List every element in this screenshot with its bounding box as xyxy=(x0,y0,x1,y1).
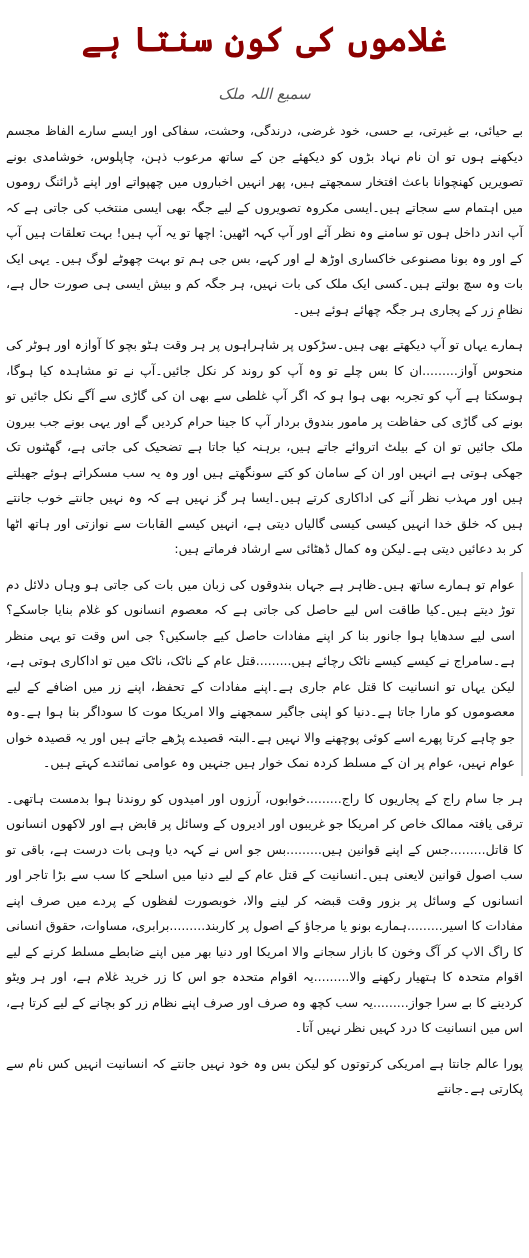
article-paragraph: پورا عالم جانتا ہے امریکی کرتوتوں کو لیکن بس وہ خود نہیں جانتے کہ انسانیت انہیں کس نام سے پکارتی ہے۔جانتے xyxy=(6,1055,523,1096)
article-title: غلاموں کی کون سنتا ہے xyxy=(81,20,448,60)
article-paragraph: بے حیائی، بے غیرتی، بے حسی، خود غرضی، درندگی، وحشت، سفاکی اور ایسے سارے الفاظ مجسم دیکھنے ہوں تو ان نام نہاد بڑوں کو دیکھئے جن کے ساتھ مرعوب ذہن، چاپلوس، خوشامدی بونے تصویریں کھنچوانا باعث افتخار سمجھتے ہیں، پھر انہیں اخباروں میں چھپواتے اور اپنے ڈرائنگ روموں میں اہتمام سے سجاتے ہیں۔ایسی مکروہ تصویروں کے لیے جگہ بھی ایسی منتخب کی جاتی ہے کہ آپ اندر داخل ہوں تو سامنے وہ نظر آئے اور آپ کہہ اٹھیں: اچھا تو یہ آپ ہیں! بہت تعلقات ہیں آپ کے اور وہ بونا مصنوعی خاکساری اوڑھ لے اور کہے، بس جی ہم تو بہت چھوٹے لوگ ہیں۔ یہی ایک بات وہ سچ بولتے ہیں۔کسی ایک ملک کی بات نہیں، ہر جگہ کم و بیش ایسی ہی صورت حال ہے، نظامِ زر کے پجاری ہر جگہ چھائے ہوئے ہیں۔ xyxy=(6,123,523,317)
article-paragraph: ہمارے یہاں تو آپ دیکھتے بھی ہیں۔سڑکوں پر شاہراہوں پر ہر وقت ہٹو بچو کا آوازہ اور ہوٹر کی منحوس آواز.........ان کا بس چلے تو وہ آپ کو روند کر نکل جائیں۔آپ نے تو مشاہدہ کیا ہوگا، ہوسکتا ہے آپ کو تجربہ بھی ہوا ہو کہ اگر آپ غلطی سے بھی ان کی گاڑی سے آگے نکل جائیں تو بونے کی گاڑی کی حفاظت پر مامور بندوق بردار آپ کا جینا حرام کردیں گے اور یہی بونے جب بیرون ملک جائیں تو ان کے بیلٹ اتروائے جاتے ہیں، برہنہ کیا جاتا ہے تضحیک کی جاتی ہے، گھٹنوں تک جھکی ہوتی ہے انہیں اور ان کے سامان کو کتے سونگھتے ہیں اور وہ یہ سب مسکراتے ہوئے جھیلتے ہیں اور مہذب نظر آنے کی اداکاری کرتے ہیں۔ایسا ہر گز نہیں ہے کہ وہ نہیں جانتے خوب جانتے ہیں کہ خلق خدا انہیں کیسی کیسی گالیاں دیتی ہے، انہیں کیسے القابات سے نوازتی اور ہاتھ اٹھا کر بد دعائیں دیتی ہے۔لیکن وہ کمال ڈھٹائی سے ارشاد فرماتے ہیں: xyxy=(6,337,523,556)
author-byline: سمیع اللہ ملک xyxy=(218,85,311,103)
article-paragraph: ہر جا سام راج کے پجاریوں کا راج.........خوابوں، آرزوں اور امیدوں کو روندنا ہوا بدمست ہاتھی۔ترقی یافتہ ممالک خاص کر امریکا جو غریبوں اور ادیروں کے وسائل پر قابض ہے اور لاکھوں انسانوں کا قاتل.........جس کے اپنے قوانین ہیں.........بس جو اس نے کہہ دیا وہی بات درست ہے، باقی تو سب اصول قوانین لایعنی ہیں۔انسانیت کے قتل عام کے لیے دنیا میں اسلحے کا سب سے بڑا تاجر اور انسانوں کے وسائل پر بزور وقت قبضہ کر لینے والا، خوبصورت لفظوں کے پردے میں صرف اپنے مفادات کا اسیر.........ہمارے بونو یا مرجاؤ کے اصول پر کاربند.........برابری، مساوات، حقوق انسانی کا راگ الاپ کر آگ وخون کا بازار سجانے والا امریکا اور دنیا بھر میں اپنے ضابطے مسلط کرنے کے لیے اقوام متحدہ کا ہتھیار رکھنے والا.........یہ اقوام متحدہ جو اس کا زر خرید غلام ہے، اور ہر ویٹو کردینے کا بے سرا جواز.........یہ سب کچھ وہ صرف اور صرف اپنے نظام زر کو بچانے کے لیے کرتا ہے، اس میں انسانیت کا درد کہیں نظر نہیں آتا۔ xyxy=(6,790,523,1035)
article-paragraph: عوام تو ہمارے ساتھ ہیں۔ظاہر ہے جہاں بندوقوں کی زبان میں بات کی جاتی ہو وہاں دلائل دم توڑ دیتے ہیں۔کیا طاقت اس لیے حاصل کی جاتی ہے کہ معصوم انسانوں کو غلام بنایا جاسکے؟ اسی لیے سدھایا ہوا جانور بنا کر اپنے مفادات حاصل کیے جاسکیں؟ جی اس وقت تو یہی منظر ہے۔سامراج نے کیسے کیسے ناٹک رچائے ہیں.........قتل عام کے ناٹک، ناٹک میں تو اداکاری ہوتی ہے، لیکن یہاں تو انسانیت کا قتل عام جاری ہے۔اپنے مفادات کے تحفظ، اپنے زر میں اضافے کے لیے معصوموں کو مارا جاتا ہے۔دنیا کو اپنی جاگیر سمجھنے والا امریکا موت کا سوداگر بنا ہوا ہے۔وہ جو چاہے کرتا پھرے اسے کوئی پوچھنے والا نہیں ہے۔البتہ قصیدے پڑھے جاتے ہیں اور یہ قصیدہ خواں عوام نہیں، عوام پر ان کے مسلط کردہ نمک خوار ہیں جنہیں وہ عوامی نمائندے کہتے ہیں۔ xyxy=(6,572,523,776)
